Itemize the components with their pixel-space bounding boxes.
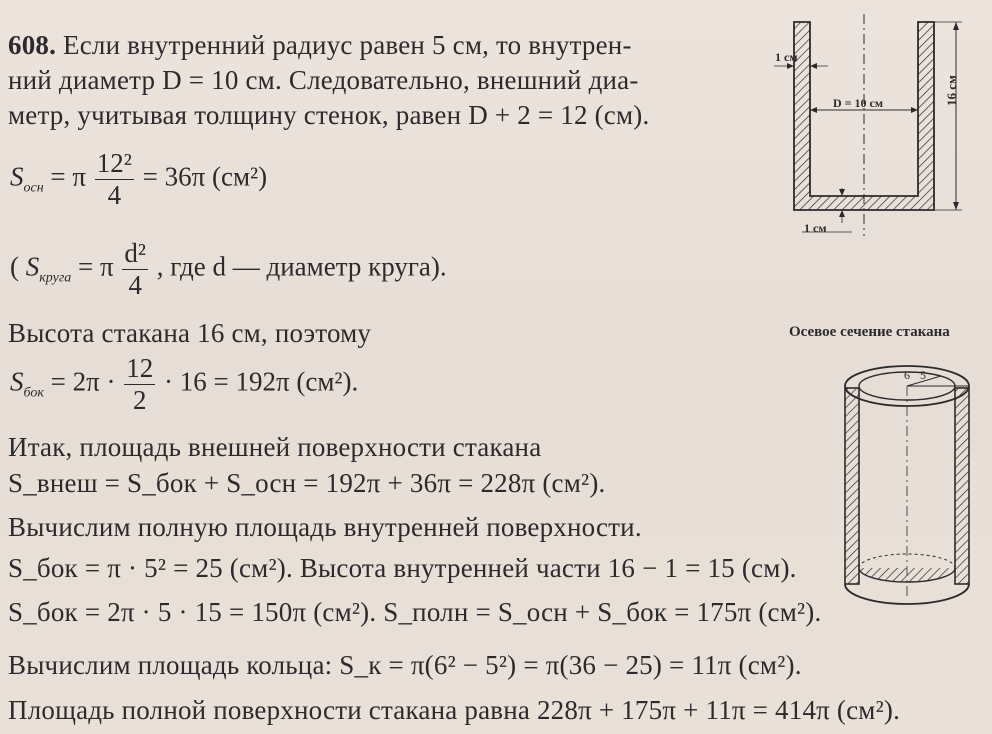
- axial-section-diagram: [772, 8, 972, 248]
- formula-subscript: круга: [39, 270, 72, 286]
- formula-s-kruga: [10, 240, 447, 299]
- formula-subscript: осн: [23, 180, 44, 196]
- numerator: 12²: [96, 148, 132, 178]
- numerator: 12: [126, 353, 154, 383]
- right-wall: [955, 388, 969, 584]
- outer-surface-text: Итак, площадь внешней поверхности стакана: [8, 432, 542, 462]
- label-diameter: D = 10 см: [833, 96, 884, 110]
- formula-eq: = π: [50, 161, 87, 192]
- formula-rhs: , где d — диаметр круга).: [156, 251, 447, 282]
- paren-open: (: [10, 251, 19, 282]
- label-radius-6: 6: [904, 368, 910, 382]
- problem-line-1: [8, 30, 632, 61]
- total-area-text: Площадь полной поверхности стакана равна 228π + 175π + 11π = 414π (см²).: [8, 695, 901, 725]
- formula-symbol: S: [10, 366, 24, 397]
- denominator: 4: [128, 270, 142, 300]
- denominator: 4: [107, 180, 122, 210]
- label-1cm-bottom: 1 см: [804, 221, 827, 235]
- height-text: Высота стакана 16 см, поэтому: [8, 318, 372, 348]
- numerator: d²: [124, 238, 147, 268]
- formula-eq: = π: [78, 251, 114, 282]
- problem-number: 608.: [8, 30, 57, 60]
- fraction: [124, 355, 155, 414]
- formula-symbol: S: [25, 251, 40, 282]
- fraction: [122, 240, 148, 299]
- denominator: 2: [133, 385, 147, 415]
- formula-s-bok-1: [10, 355, 358, 414]
- formula-s-bok-2: S_бок = π · 5² = 25 (см²). Высота внутренней части 16 − 1 = 15 (см).: [8, 553, 797, 583]
- formula-s-osn: [10, 150, 267, 209]
- formula-rhs: = 36π (см²): [142, 161, 268, 192]
- label-radius-5: 5: [920, 368, 926, 382]
- formula-eq: = 2π ·: [50, 366, 116, 397]
- diagram-caption: Осевое сечение стакана: [789, 324, 950, 340]
- formula-s-vnesh: S_внеш = S_бок + S_осн = 192π + 36π = 228π (см²).: [8, 468, 606, 498]
- problem-line-3: метр, учитывая толщину стенок, равен D + 2 = 12 (см).: [8, 100, 650, 130]
- formula-symbol: S: [10, 161, 24, 192]
- problem-line-2: ний диаметр D = 10 см. Следовательно, внешний диа-: [8, 65, 639, 95]
- label-1cm-top: 1 см: [775, 50, 798, 64]
- formula-rhs: · 16 = 192π (см²).: [164, 366, 359, 397]
- left-wall: [845, 388, 859, 584]
- cylinder-drawing: [835, 350, 985, 610]
- formula-subscript: бок: [23, 385, 44, 401]
- inner-surface-text: Вычислим полную площадь внутренней поверхности.: [8, 512, 642, 542]
- ring-area-text: Вычислим площадь кольца: S_к = π(6² − 5²) = π(36 − 25) = 11π (см²).: [8, 650, 802, 680]
- fraction: [95, 150, 134, 209]
- label-height: 16 см: [944, 75, 959, 106]
- formula-s-bok-3: S_бок = 2π · 5 · 15 = 150π (см²). S_полн = S_осн + S_бок = 175π (см²).: [8, 597, 822, 627]
- problem-text-1: Если внутренний радиус равен 5 см, то внутрен-: [63, 30, 632, 60]
